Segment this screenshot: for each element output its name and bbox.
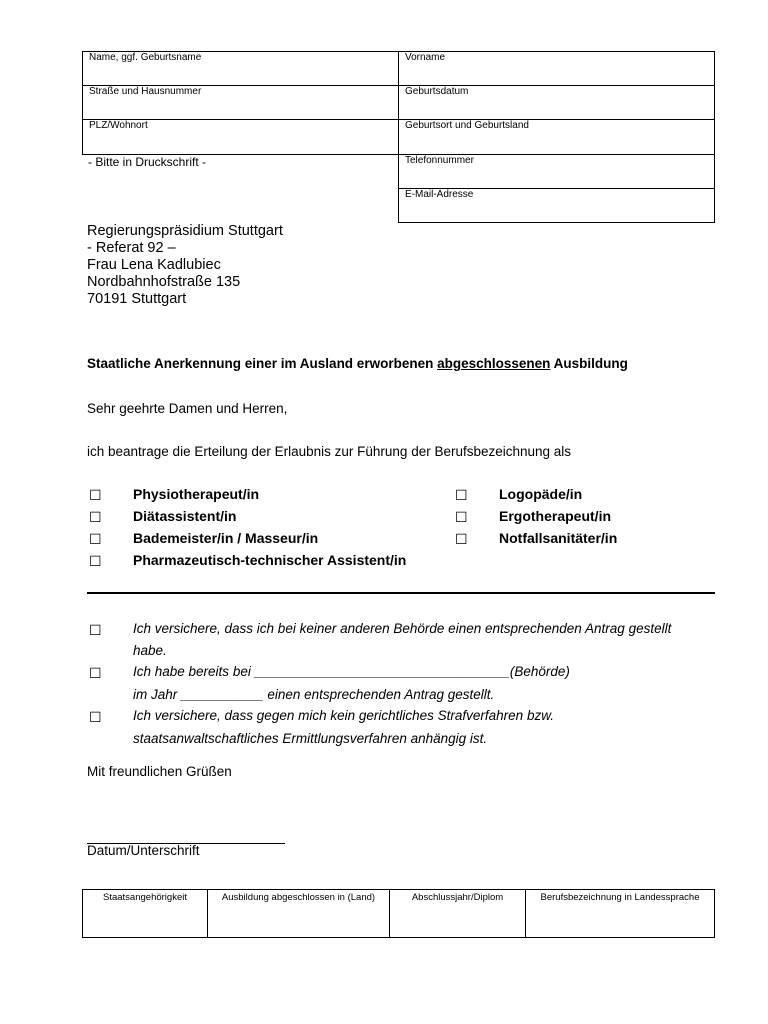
label-physiotherapeut: Physiotherapeut/in [133,486,260,502]
vorname-field[interactable] [398,51,715,86]
checkbox-physiotherapeut[interactable]: ☐ [89,487,102,503]
declaration-3-line-1: Ich versichere, dass gegen mich kein gerichtliches Strafverfahren bzw. [133,708,554,723]
plz-field[interactable] [82,119,399,155]
declaration-2-line-2: im Jahr ___________ einen entsprechenden Antrag gestellt. [133,687,495,702]
subject-before: Staatliche Anerkennung einer im Ausland erworbenen [87,356,438,371]
table-header-ausbildung: Ausbildung abgeschlossen in (Land) [221,892,376,903]
address-line-5: 70191 Stuttgart [87,291,187,307]
declaration-3-line-2: staatsanwaltschaftliches Ermittlungsverfahren anhängig ist. [133,731,488,746]
signature-label: Datum/Unterschrift [87,843,200,858]
checkbox-declaration-2[interactable]: ☐ [89,665,102,681]
name-label: Name, ggf. Geburtsname [89,52,202,63]
checkbox-pta[interactable]: ☐ [89,553,102,569]
address-line-1: Regierungspräsidium Stuttgart [87,223,283,239]
declaration-1-line-2: habe. [133,643,167,658]
strasse-label: Straße und Hausnummer [89,86,202,97]
address-line-2: - Referat 92 – [87,240,176,256]
section-divider [87,592,715,594]
salutation: Sehr geehrte Damen und Herren, [87,401,288,416]
closing: Mit freundlichen Grüßen [87,764,232,779]
label-logopaede: Logopäde/in [499,486,583,502]
telefon-label: Telefonnummer [405,155,474,166]
label-diaetassistent: Diätassistent/in [133,508,237,524]
table-header-staatsangehoerigkeit: Staatsangehörigkeit [103,892,187,903]
checkbox-ergotherapeut[interactable]: ☐ [455,509,468,525]
geburtsort-field[interactable] [398,119,715,155]
subject-line [87,356,628,371]
table-cell-ausbildung[interactable] [207,889,390,938]
address-line-3: Frau Lena Kadlubiec [87,257,221,273]
checkbox-bademeister[interactable]: ☐ [89,531,102,547]
name-field[interactable] [82,51,399,86]
request-text: ich beantrage die Erteilung der Erlaubnis zur Führung der Berufsbezeichnung als [87,444,572,459]
table-cell-abschlussjahr[interactable] [389,889,526,938]
email-label: E-Mail-Adresse [405,189,474,200]
table-header-berufsbezeichnung: Berufsbezeichnung in Landessprache [540,892,700,903]
subject-after: Ausbildung [550,356,628,371]
table-cell-staatsangehoerigkeit[interactable] [82,889,208,938]
geburtsdatum-label: Geburtsdatum [405,86,469,97]
telefon-field[interactable] [398,154,715,189]
checkbox-notfallsanitaeter[interactable]: ☐ [455,531,468,547]
vorname-label: Vorname [405,52,446,63]
declaration-1-line-1: Ich versichere, dass ich bei keiner anderen Behörde einen entsprechenden Antrag gestellt [133,621,672,636]
checkbox-declaration-3[interactable]: ☐ [89,709,102,725]
subject-underlined: abgeschlossenen [437,356,551,371]
geburtsdatum-field[interactable] [398,85,715,120]
checkbox-diaetassistent[interactable]: ☐ [89,509,102,525]
strasse-field[interactable] [82,85,399,120]
address-line-4: Nordbahnhofstraße 135 [87,274,241,290]
label-ergotherapeut: Ergotherapeut/in [499,508,612,524]
recipient-address [87,223,283,308]
label-pta: Pharmazeutisch-technischer Assistent/in [133,552,407,568]
plz-label: PLZ/Wohnort [89,120,148,131]
checkbox-declaration-1[interactable]: ☐ [89,622,102,638]
checkbox-logopaede[interactable]: ☐ [455,487,468,503]
table-cell-berufsbezeichnung[interactable] [525,889,715,938]
geburtsort-label: Geburtsort und Geburtsland [405,120,529,131]
email-field[interactable] [398,188,715,223]
label-notfallsanitaeter: Notfallsanitäter/in [499,530,618,546]
label-bademeister: Bademeister/in / Masseur/in [133,530,319,546]
declaration-2-line-1: Ich habe bereits bei __________________________________(Behörde) [133,664,570,679]
table-header-abschlussjahr: Abschlussjahr/Diplom [411,892,504,903]
druckschrift-hint: - Bitte in Druckschrift - [88,155,207,169]
